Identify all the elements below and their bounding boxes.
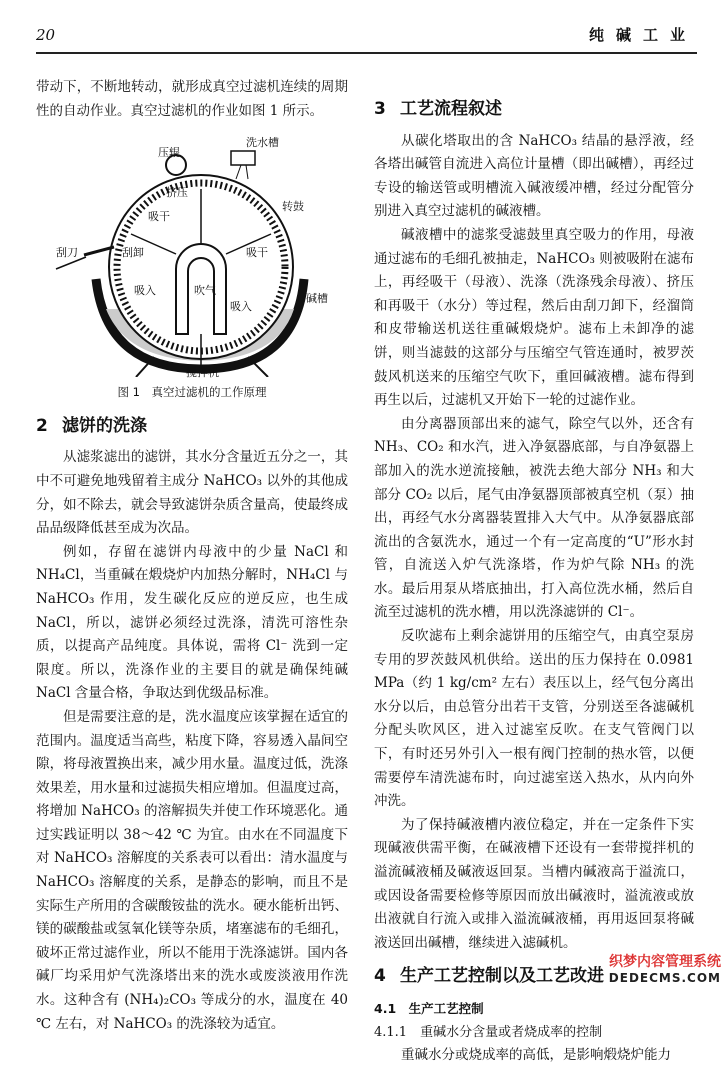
paragraph: 例如，存留在滤饼内母液中的少量 NaCl 和 NH₄Cl，当重碱在煅烧炉内加热分解时，NH₄Cl 与 NaHCO₃ 作用，发生碳化反应的逆反应，也生成 NaCl，所以，滤饼必须经过洗涤，清洗可溶性杂质，以提高产品纯度。具体说，需将 Cl⁻ 洗到一定限度。所以，洗涤作业的主要目的就是确保纯碱 NaCl 含量合格，争取达到优级品标准。 bbox=[36, 543, 348, 702]
label-wash-trough: 洗水槽 bbox=[246, 136, 279, 150]
paragraph: 由分离器顶部出来的滤气，除空气以外，还含有 NH₃、CO₂ 和水汽，进入净氨器底部，与自净氨器上部加入的洗水逆流接触，被洗去绝大部分 NH₃ 和大部分 CO₂ 以后，尾气由净氨器顶部被真空机（泵）抽出，再经气水分离器装置排入大气中。从净氨器底部流出的含氨洗水，通过一个有一定高度的“U”形水封管，自流送入炉气洗涤塔，作为炉气除 NH₃ 的洗水。最后用泵从塔底抽出，打入高位洗水桶，然后自流至过滤机的洗水槽，用以洗涤滤饼的 Cl⁻。 bbox=[374, 415, 694, 621]
watermark: 织梦内容管理系统 DEDECMS.COM bbox=[608, 954, 721, 985]
paragraph: 从碳化塔取出的含 NaHCO₃ 结晶的悬浮液，经各塔出碱管自流进入高位计量槽（即出碱槽），再经过专设的输送管或明槽流入碱液缓冲槽，经过分配管分别进入真空过滤机的碱液槽。 bbox=[374, 132, 694, 220]
label-suck-dry-left: 吸干 bbox=[148, 210, 170, 224]
label-blow: 吹气 bbox=[194, 284, 216, 298]
section-3-heading: 3 工艺流程叙述 bbox=[374, 99, 502, 119]
label-alkali-tank: 碱槽 bbox=[306, 292, 328, 306]
paragraph: 从滤浆滤出的滤饼，其水分含量近五分之一，其中不可避免地残留着主成分 NaHCO₃ 以外的其他成分，如不除去，就会导致滤饼杂质含量高，使最终成品品级降低甚至成为次品。 bbox=[36, 449, 348, 537]
figure-caption: 图 1 真空过滤机的工作原理 bbox=[117, 385, 267, 400]
label-discharge: 刮卸 bbox=[122, 246, 144, 260]
paragraph: 重碱水分或烧成率的高低，是影响煅烧炉能力 bbox=[401, 1047, 671, 1064]
label-rotary-drum: 转鼓 bbox=[282, 200, 304, 214]
label-suction-right: 吸入 bbox=[230, 300, 252, 314]
paragraph: 带动下，不断地转动，就形成真空过滤机连续的周期性的自动作业。真空过滤机的作业如图 1 所示。 bbox=[36, 79, 348, 119]
label-suck-dry-right: 吸干 bbox=[246, 246, 268, 260]
page-header bbox=[36, 22, 697, 52]
header-rule bbox=[36, 52, 697, 54]
label-agitator: 搅拌机 bbox=[186, 366, 219, 380]
right-column bbox=[374, 76, 694, 1068]
label-suction-left: 吸入 bbox=[134, 284, 156, 298]
subsection-4-1: 4.1 生产工艺控制 bbox=[374, 1000, 484, 1016]
section-4-heading: 4 生产工艺控制以及工艺改进 bbox=[374, 966, 604, 987]
left-column bbox=[36, 76, 348, 1036]
section-2-heading: 2 滤饼的洗涤 bbox=[36, 415, 147, 436]
paragraph: 碱液槽中的滤浆受滤鼓里真空吸力的作用，母液通过滤布的毛细孔被抽走，NaHCO₃ 则被吸附在滤布上，再经吸干（母液）、洗涤（洗涤残余母液）、挤压和再吸干（水分）等过程，然后由刮刀卸下，经溜筒和皮带输送机送往重碱煅烧炉。滤布上未卸净的滤饼，则当滤鼓的这部分与压缩空气管连通时，被罗茨鼓风机送来的压缩空气吹下，重回碱液槽。滤布得到再生以后，过滤机又开始下一轮的过滤作业。 bbox=[374, 226, 694, 409]
subsection-4-1-1: 4.1.1 重碱水分含量或者烧成率的控制 bbox=[374, 1024, 603, 1040]
label-press-roller: 压辊 bbox=[158, 146, 180, 160]
page-number: 20 bbox=[36, 26, 56, 44]
label-scraper: 刮刀 bbox=[56, 246, 78, 260]
figure-1 bbox=[36, 129, 348, 380]
paragraph: 但是需要注意的是，洗水温度应该掌握在适宜的范围内。温度适当高些，粘度下降，容易透入晶间空隙，将母液置换出来，减少用水量。温度过低，洗涤效果差，用水量和过滤损失相应增加。但温度过高，将增加 NaHCO₃ 的溶解损失并使工作环境恶化。通过实践证明以 38～42 ℃ 为宜。由水在不同温度下对 NaHCO₃ 溶解度的关系表可以看出：清水温度与 NaHCO₃ 溶解度的关系，是静态的影响，而且不是实际生产所用的含碳酸铵盐的洗水。硬水能析出钙、镁的碳酸盐或氢氧化镁等杂质，堵塞滤布的毛细孔，破坏正常过滤作业，所以不能用于洗涤滤饼。国内各碱厂均采用炉气洗涤塔出来的洗水或废淡液用作洗水。这种含有 (NH₄)₂CO₃ 等成分的水，温度在 40 ℃ 左右，对 NaHCO₃ 的洗涤较为适宜。 bbox=[36, 708, 348, 1032]
journal-name: 纯碱工业 bbox=[588, 26, 697, 44]
filter-diagram bbox=[36, 129, 348, 377]
label-squeeze: 挤压 bbox=[166, 186, 188, 200]
paragraph: 为了保持碱液槽内液位稳定，并在一定条件下实现碱液供需平衡，在碱液槽下还设有一套带搅拌机的溢流碱液桶及碱液返回泵。当槽内碱液高于溢流口，或因设备需要检修等原因而放出碱液时，溢流液或放出液就自行流入或排入溢流碱液桶，再用返回泵将碱液送回出碱槽，继续进入滤碱机。 bbox=[374, 816, 694, 951]
paragraph: 反吹滤布上剩余滤饼用的压缩空气，由真空泵房专用的罗茨鼓风机供给。送出的压力保持在 0.0981 MPa（约 1 kg/cm² 左右）表压以上，经气包分离出水分以后，由总管分出若干支管，分别送至各滤碱机分配头吹风区，进入过滤室反吹。在支气管阀门以下，有时还另外引入一根有阀门控制的热水管，以便需要停车清洗滤布时，向过滤室送入热水，从内向外冲洗。 bbox=[374, 628, 694, 810]
